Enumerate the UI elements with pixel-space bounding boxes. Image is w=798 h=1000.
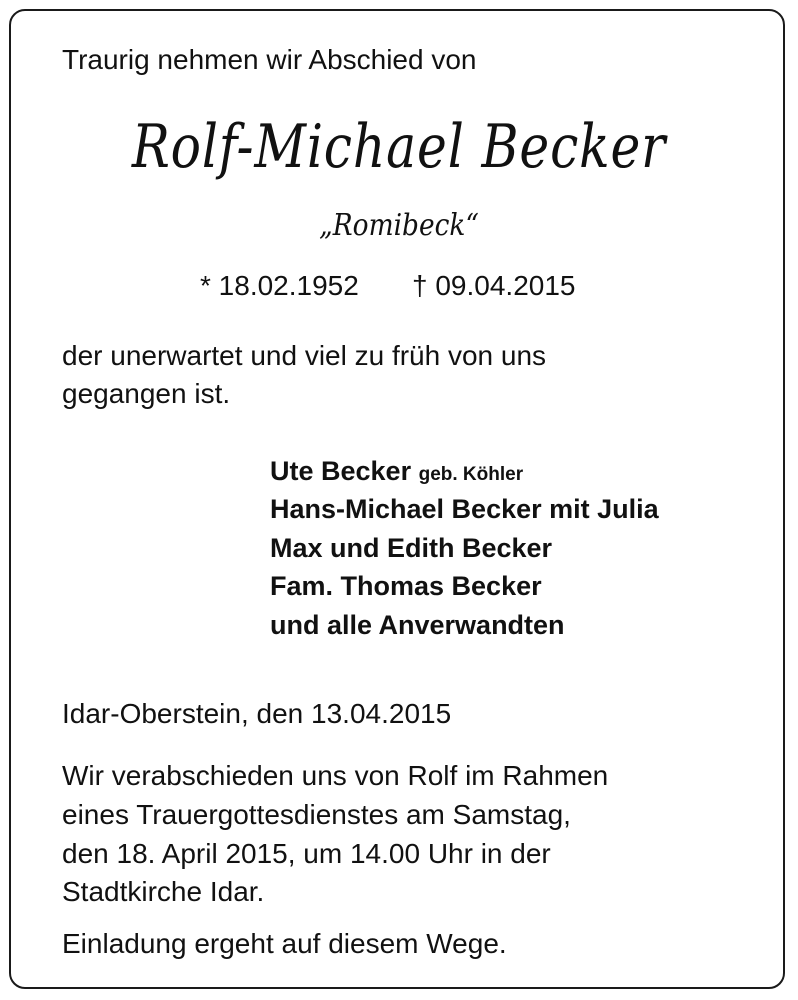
family-name-ute: Ute Becker (270, 456, 412, 486)
passing-line-2: gegangen ist. (62, 378, 231, 409)
intro-text: Traurig nehmen wir Abschied von (62, 44, 477, 75)
place-and-date: Idar-Oberstein, den 13.04.2015 (62, 698, 452, 729)
service-line-1: Wir verabschieden uns von Rolf im Rahmen (62, 760, 609, 791)
family-line-1 (270, 456, 523, 487)
death-date: † 09.04.2015 (412, 270, 576, 301)
family-line-4: Fam. Thomas Becker (270, 571, 542, 601)
birth-date: * 18.02.1952 (200, 270, 359, 301)
family-note-maiden-name: geb. Köhler (418, 464, 524, 485)
passing-line-1: der unerwartet und viel zu früh von uns (62, 340, 547, 371)
family-line-3: Max und Edith Becker (270, 533, 553, 563)
service-line-2: eines Trauergottesdienstes am Samstag, (62, 799, 571, 830)
invitation-text: Einladung ergeht auf diesem Wege. (62, 928, 507, 959)
deceased-name: Rolf-Michael Becker (131, 112, 667, 182)
nickname: „Romibeck“ (319, 208, 479, 243)
service-line-4: Stadtkirche Idar. (62, 876, 265, 907)
family-line-2: Hans-Michael Becker mit Julia (270, 494, 659, 524)
service-line-3: den 18. April 2015, um 14.00 Uhr in der (62, 838, 551, 869)
family-line-5: und alle Anverwandten (270, 610, 565, 640)
